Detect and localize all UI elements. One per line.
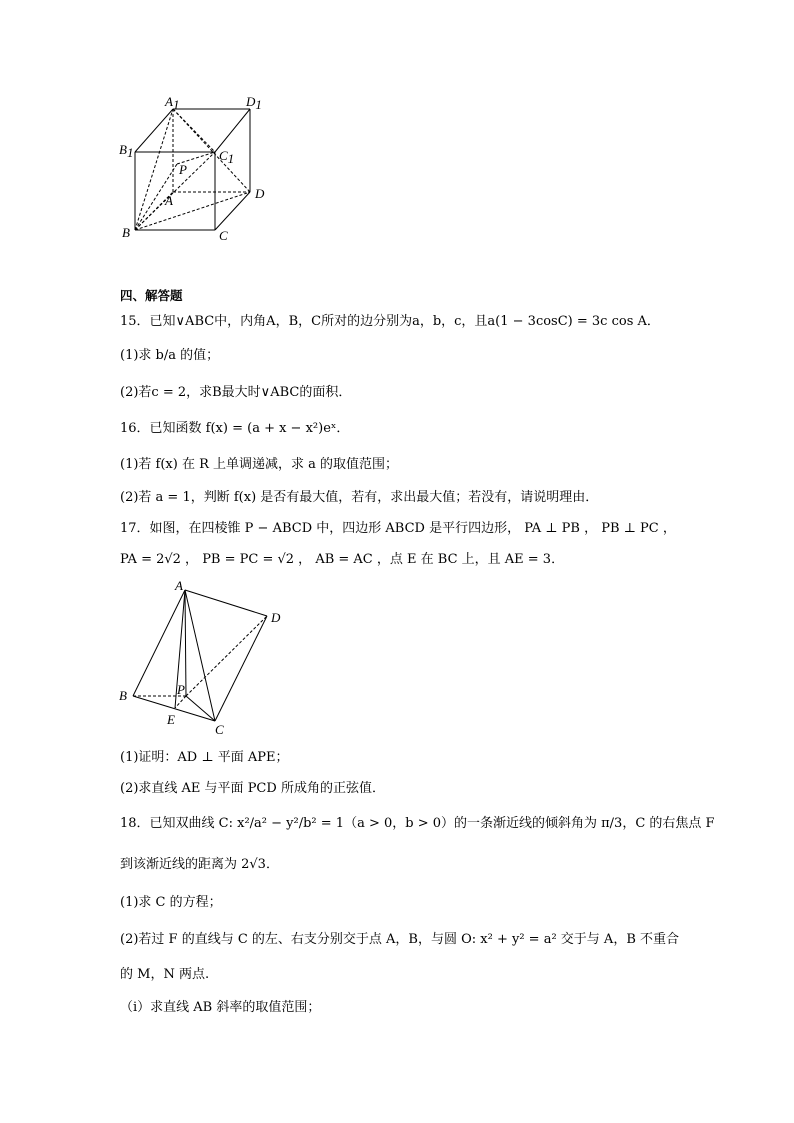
q18-stem-line2: 到该渐近线的距离为 2√3． [120,857,279,872]
q17-part2: (2)求直线 AE 与平面 PCD 所成角的正弦值． [120,781,385,796]
edge-pc [186,696,215,721]
section-heading: 四、解答题 [120,288,183,303]
seg-pd [186,616,267,696]
q18-part2-line1: (2)若过 F 的直线与 C 的左、右支分别交于点 A，B，与圆 O: x² + y² = a² 交于与 A，B 不重合 [120,932,680,947]
edge-c1d1 [215,109,250,152]
q16-part2: (2)若 a = 1，判断 f(x) 是否有最大值，若有，求出最大值；若没有，请说明理由． [120,490,599,505]
edge-b1a1 [135,109,173,152]
edge-dc [215,616,267,721]
label-a: A [165,193,173,208]
label-b: B [119,688,127,703]
label-b1: B1 [119,142,134,160]
q17-stem-line2: PA = 2√2 ， PB = PC = √2 ， AB = AC ，点 E 在 BC 上，且 AE = 3． [120,552,565,567]
edge-ad [185,590,267,616]
label-p: P [179,162,187,177]
label-b: B [122,225,130,240]
q15-part2: (2)若c = 2，求B最大时∨ABC的面积． [120,385,352,400]
label-d: D [255,186,265,201]
label-e: E [167,712,175,727]
label-a: A [175,578,183,593]
label-c: C [219,228,228,243]
q18-stem-line1: 18．已知双曲线 C: x²/a² − y²/b² = 1（a > 0，b > 0）的一条渐近线的倾斜角为 π/3，C 的右焦点 F [120,816,715,831]
label-c1: C1 [219,148,235,166]
q16-part1: (1)若 f(x) 在 R 上单调递减，求 a 的取值范围； [120,457,399,472]
q18-part1: (1)求 C 的方程； [120,895,222,910]
label-p: P [177,682,185,697]
label-d1: D1 [246,94,262,112]
label-a1: A1 [165,94,180,112]
edge-ap [185,590,186,696]
pyramid-figure [115,578,295,740]
label-c: C [215,722,224,737]
label-d: D [271,610,281,625]
seg-pe [175,696,186,708]
q15-stem: 15．已知∨ABC中，内角A，B，C所对的边分别为a，b，c，且a(1 − 3cosC) = 3c cos A． [120,314,660,329]
q18-part2-line2: 的 M，N 两点. [120,967,210,982]
edge-ac [185,590,215,721]
q16-stem: 16．已知函数 f(x) = (a + x − x²)eˣ． [120,421,350,436]
q18-part2-i: （ⅰ）求直线 AB 斜率的取值范围； [120,1000,321,1015]
q17-stem-line1: 17．如图，在四棱锥 P − ABCD 中，四边形 ABCD 是平行四边形， PA ⊥ PB ， PB ⊥ PC ， [120,521,676,536]
q15-part1: (1)求 b/a 的值； [120,348,220,363]
q17-part1: (1)证明：AD ⊥ 平面 APE； [120,750,289,765]
diag-a1c1 [173,109,215,152]
cube-figure [115,92,275,247]
